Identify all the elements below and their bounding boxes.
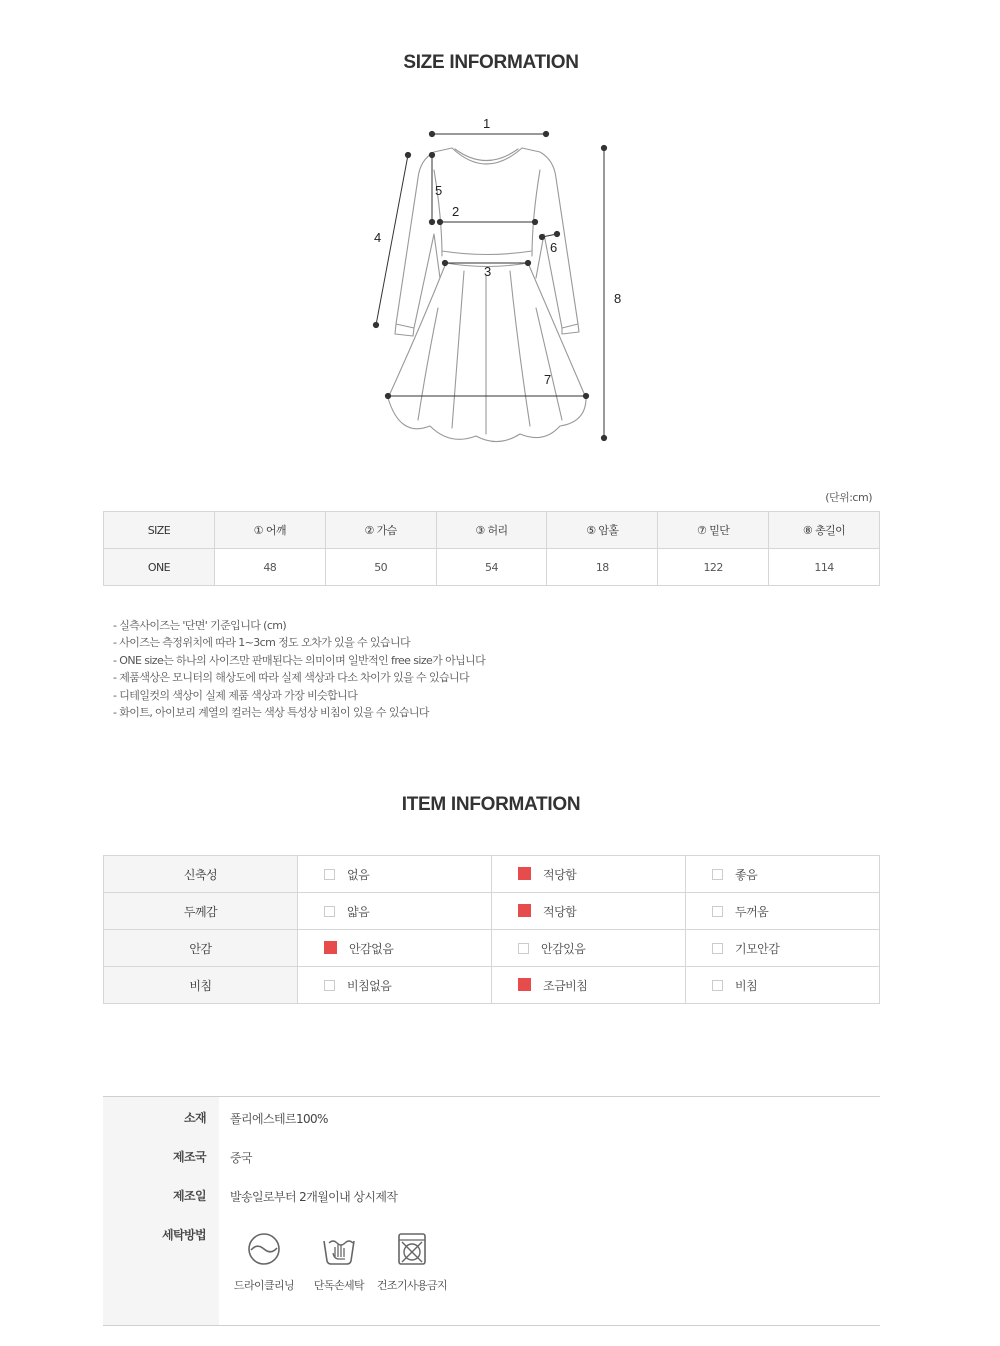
item-row-label: 비침 [104, 967, 298, 1004]
checkbox-icon [518, 943, 529, 954]
option-cell [492, 856, 686, 893]
item-row-label: 안감 [104, 930, 298, 967]
size-cell: 114 [769, 549, 880, 586]
option-cell [298, 930, 492, 967]
checkbox-icon [712, 906, 723, 917]
size-cell: 54 [436, 549, 547, 586]
option-label: 좋음 [735, 867, 758, 882]
item-row-label: 신축성 [104, 856, 298, 893]
size-notes [113, 617, 485, 721]
size-cell: ONE [104, 549, 215, 586]
size-cell: 18 [547, 549, 658, 586]
item-row-lining [104, 930, 880, 967]
size-cell: 122 [658, 549, 769, 586]
care-text: 단독손세탁 [313, 1279, 365, 1292]
product-details [103, 1096, 880, 1326]
item-row-sheerness [104, 967, 880, 1004]
note-item: - 실측사이즈는 '단면' 기준입니다 (cm) [113, 619, 287, 632]
option-label: 조금비침 [543, 978, 588, 993]
size-table-header: ⑧ 총길이 [769, 512, 880, 549]
size-table [103, 511, 880, 586]
label-chest: 2 [452, 204, 460, 219]
size-table-header: ⑦ 밑단 [658, 512, 769, 549]
material-value: 폴리에스테르100% [230, 1112, 328, 1126]
option-label: 없음 [347, 867, 370, 882]
care-text: 드라이클리닝 [233, 1279, 295, 1292]
size-table-header: ③ 허리 [436, 512, 547, 549]
checkbox-icon [712, 869, 723, 880]
care-item [227, 1231, 301, 1293]
checkbox-icon [518, 904, 531, 917]
note-item: - 화이트, 아이보리 계열의 컬러는 색상 특성상 비침이 있을 수 있습니다 [113, 706, 429, 720]
size-cell: 48 [214, 549, 325, 586]
option-cell [492, 893, 686, 930]
option-label: 안감있음 [541, 941, 586, 956]
size-table-header: ② 가슴 [325, 512, 436, 549]
note-item: - 사이즈는 측정위치에 따라 1~3cm 정도 오차가 있을 수 있습니다 [113, 636, 411, 650]
unit-note: (단위:cm) [825, 491, 872, 504]
dress-measurement-diagram [360, 108, 640, 453]
note-item: - ONE size는 하나의 사이즈만 판매된다는 의미이며 일반적인 free size가 아닙니다 [113, 653, 486, 667]
origin-value: 중국 [230, 1151, 252, 1165]
details-label-column [103, 1097, 219, 1325]
checkbox-icon [324, 941, 337, 954]
care-item [375, 1231, 449, 1293]
option-label: 기모안감 [735, 941, 780, 956]
size-table-header-row [104, 512, 880, 549]
table-row [104, 549, 880, 586]
option-label: 두꺼움 [735, 904, 769, 919]
dress-outline [388, 148, 586, 442]
checkbox-icon [518, 867, 531, 880]
manufactured-label: 제조일 [173, 1189, 206, 1203]
option-cell [686, 856, 880, 893]
checkbox-icon [324, 869, 335, 880]
care-label: 세탁방법 [162, 1228, 206, 1242]
option-label: 얇음 [347, 904, 370, 919]
note-item: - 제품색상은 모니터의 해상도에 따라 실제 색상과 다소 차이가 있을 수 있습니다 [113, 671, 470, 685]
label-length-to-chest: 5 [435, 183, 443, 198]
material-label: 소재 [184, 1111, 206, 1125]
label-waist: 3 [484, 264, 492, 279]
no-tumble-dry-icon [394, 1231, 430, 1267]
option-label: 비침 [735, 978, 758, 993]
measurement-lines [373, 131, 606, 440]
option-cell [492, 967, 686, 1004]
label-shoulder: 1 [483, 116, 491, 131]
size-information-title: SIZE INFORMATION [403, 52, 579, 73]
item-row-stretch [104, 856, 880, 893]
dry-cleaning-icon [246, 1231, 282, 1267]
size-table-header: SIZE [104, 512, 215, 549]
origin-label: 제조국 [173, 1150, 206, 1164]
option-label: 안감없음 [349, 941, 394, 956]
option-cell [686, 967, 880, 1004]
label-hem: 7 [544, 372, 552, 387]
option-label: 비침없음 [347, 978, 392, 993]
size-cell: 50 [325, 549, 436, 586]
checkbox-icon [324, 906, 335, 917]
option-label: 적당함 [543, 904, 577, 919]
option-cell [298, 967, 492, 1004]
label-armhole: 6 [550, 240, 558, 255]
label-total-length: 8 [614, 291, 622, 306]
checkbox-icon [518, 978, 531, 991]
item-row-thickness [104, 893, 880, 930]
item-table [103, 855, 880, 1004]
item-information-title: ITEM INFORMATION [401, 794, 581, 815]
care-text: 건조기사용금지 [376, 1279, 448, 1292]
note-item: - 디테일컷의 색상이 실제 제품 색상과 가장 비슷합니다 [113, 688, 358, 702]
option-label: 적당함 [543, 867, 577, 882]
label-sleeve: 4 [374, 230, 382, 245]
option-cell [298, 856, 492, 893]
checkbox-icon [324, 980, 335, 991]
hand-wash-icon [321, 1231, 357, 1267]
size-table-header: ① 어깨 [214, 512, 325, 549]
item-row-label: 두께감 [104, 893, 298, 930]
checkbox-icon [712, 980, 723, 991]
option-cell [298, 893, 492, 930]
manufactured-value: 발송일로부터 2개월이내 상시제작 [230, 1190, 398, 1204]
size-table-header: ⑤ 암홀 [547, 512, 658, 549]
checkbox-icon [712, 943, 723, 954]
option-cell [492, 930, 686, 967]
option-cell [686, 893, 880, 930]
care-item [303, 1231, 375, 1293]
option-cell [686, 930, 880, 967]
